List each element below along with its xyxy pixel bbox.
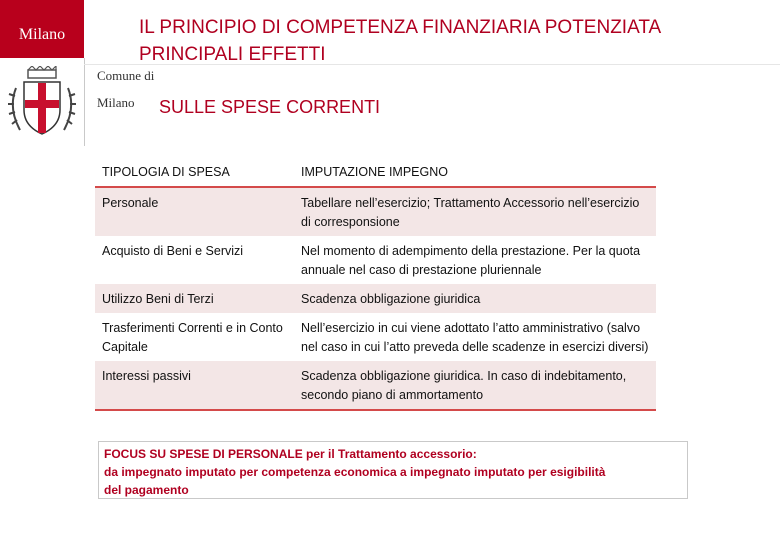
table-cell-tipologia: Acquisto di Beni e Servizi <box>102 244 244 258</box>
table-cell-imputazione: Scadenza obbligazione giuridica. In caso di indebitamento, secondo piano di ammortamento <box>294 361 656 410</box>
focus-note-heading: FOCUS SU SPESE DI PERSONALE per il Trattamento accessorio: <box>104 447 477 461</box>
spese-table <box>95 157 656 411</box>
focus-note-line: da impegnato imputato per competenza economica a impegnato imputato per esigibilità <box>104 465 606 479</box>
focus-note-line: del pagamento <box>104 483 189 497</box>
table-row <box>95 313 656 361</box>
page-title-line2: PRINCIPALI EFFETTI <box>139 44 326 65</box>
table-cell-imputazione: Scadenza obbligazione giuridica <box>294 284 656 313</box>
comune-city-label: Milano <box>97 95 135 110</box>
header-divider-vertical <box>84 58 85 146</box>
brand-sidebar <box>0 0 84 145</box>
page-subtitle: SULLE SPESE CORRENTI <box>159 97 381 117</box>
milano-crest-icon <box>6 66 78 140</box>
table-cell-tipologia: Interessi passivi <box>95 361 294 410</box>
table-cell-imputazione: Nell’esercizio in cui viene adottato l’atto amministrativo (salvo nel caso in cui l’atto preveda delle scadenze in esercizi diversi) <box>301 321 649 354</box>
table-cell-imputazione: Nel momento di adempimento della prestazione. Per la quota annuale nel caso di prestazione pluriennale <box>301 244 641 277</box>
table-header-row <box>95 157 656 187</box>
table-cell-tipologia: Trasferimenti Correnti e in Conto Capitale <box>102 321 283 354</box>
table-row <box>95 284 656 313</box>
table-cell-tipologia: Utilizzo Beni di Terzi <box>95 284 294 313</box>
table-row <box>95 361 656 410</box>
comune-label: Comune di <box>97 68 155 83</box>
table-row <box>95 187 656 236</box>
column-header-tipologia: TIPOLOGIA DI SPESA <box>95 157 294 187</box>
focus-note-box <box>98 441 688 499</box>
page-title <box>139 14 661 68</box>
table-row <box>95 236 656 284</box>
table-cell-imputazione: Tabellare nell’esercizio; Trattamento Accessorio nell’esercizio di corresponsione <box>294 187 656 236</box>
brand-title: Milano <box>18 26 66 43</box>
column-header-imputazione: IMPUTAZIONE IMPEGNO <box>294 157 656 187</box>
crest-area <box>0 58 84 145</box>
page-title-line1: IL PRINCIPIO DI COMPETENZA FINANZIARIA POTENZIATA <box>139 17 662 38</box>
table-cell-tipologia: Personale <box>95 187 294 236</box>
